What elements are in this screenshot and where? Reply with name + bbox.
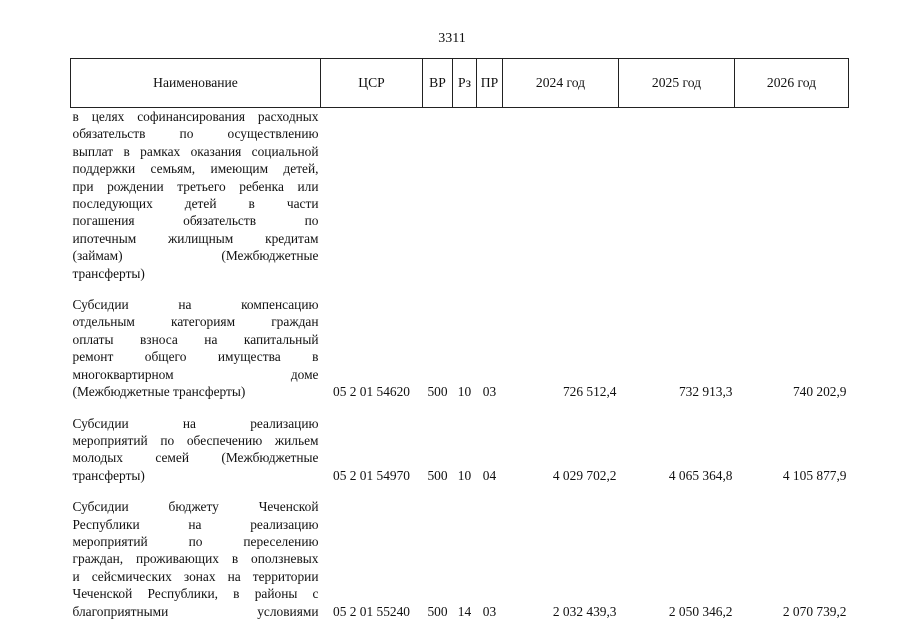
name-line: отдельным категориям граждан <box>72 314 319 330</box>
name-line: Субсидии бюджету Чеченской <box>72 499 319 515</box>
name-line: Субсидии на реализацию <box>72 415 319 431</box>
cell-csr <box>321 108 423 283</box>
cell-y2026 <box>735 108 849 283</box>
header-vr: ВР <box>423 59 453 108</box>
page-number: 3311 <box>438 31 466 46</box>
row-spacer <box>71 282 849 296</box>
row-spacer <box>71 484 849 498</box>
cell-vr: 500 <box>427 467 448 483</box>
name-line: погашения обязательств по <box>72 213 319 229</box>
name-line: ипотечным жилищным кредитам <box>72 230 319 246</box>
cell-csr: 05 2 01 55240 <box>333 603 410 619</box>
name-line: граждан, проживающих в оползневых <box>72 551 319 567</box>
name-line: мероприятий по обеспечению жильем <box>72 432 319 448</box>
cell-vr: 500 <box>427 384 448 400</box>
cell-csr: 05 2 01 54970 <box>333 467 410 483</box>
header-name: Наименование <box>71 59 321 108</box>
cell-rz <box>453 108 477 283</box>
cell-vr: 500 <box>427 603 448 619</box>
cell-y2025 <box>619 108 735 283</box>
name-line: оплаты взноса на капитальный <box>72 331 319 347</box>
name-line: обязательств по осуществлению <box>72 126 319 142</box>
name-line: (Межбюджетные трансферты) <box>72 384 246 400</box>
cell-y2024: 4 029 702,2 <box>552 467 617 483</box>
cell-pr: 04 <box>482 467 497 483</box>
name-line: в целях софинансирования расходных <box>72 109 319 124</box>
name-line: и сейсмических зонах на территории <box>72 568 319 584</box>
header-pr: ПР <box>477 59 503 108</box>
cell-rz: 10 <box>457 384 472 400</box>
header-2025: 2025 год <box>619 59 735 108</box>
name-line: (займам) (Межбюджетные <box>72 248 319 264</box>
cell-y2024: 2 032 439,3 <box>552 603 617 619</box>
cell-pr: 03 <box>482 384 497 400</box>
name-line: молодых семей (Межбюджетные <box>72 450 319 466</box>
name-line: трансферты) <box>72 265 145 281</box>
cell-rz: 14 <box>457 603 472 619</box>
name-line: многоквартирном доме <box>72 366 319 382</box>
table-row <box>71 498 849 620</box>
name-line: при рождении третьего ребенка или <box>72 178 319 194</box>
cell-csr: 05 2 01 54620 <box>333 384 410 400</box>
header-rz: Рз <box>453 59 477 108</box>
name-line: последующих детей в части <box>72 196 319 212</box>
table-row <box>71 415 849 485</box>
name-line: Республики на реализацию <box>72 516 319 532</box>
name-line: выплат в рамках оказания социальной <box>72 143 319 159</box>
name-line: мероприятий по переселению <box>72 533 319 549</box>
table-body <box>71 108 849 620</box>
table-row <box>71 108 849 283</box>
cell-pr <box>477 108 503 283</box>
cell-y2025: 4 065 364,8 <box>668 467 733 483</box>
budget-table <box>70 58 849 620</box>
cell-rz: 10 <box>457 467 472 483</box>
cell-y2025: 2 050 346,2 <box>668 603 733 619</box>
name-line: трансферты) <box>72 467 145 483</box>
name-line: Чеченской Республики, в районы с <box>72 586 319 602</box>
cell-y2026: 740 202,9 <box>792 384 847 400</box>
cell-y2026: 2 070 739,2 <box>782 603 847 619</box>
cell-y2026: 4 105 877,9 <box>782 467 847 483</box>
cell-pr: 03 <box>482 603 497 619</box>
table-row <box>71 296 849 400</box>
table-header-row <box>71 59 849 108</box>
name-line: ремонт общего имущества в <box>72 349 319 365</box>
cell-y2025: 732 913,3 <box>678 384 733 400</box>
row-name-cell <box>71 108 321 283</box>
header-2026: 2026 год <box>735 59 849 108</box>
cell-y2024 <box>503 108 619 283</box>
row-name-cell <box>71 415 321 485</box>
row-name-cell <box>71 498 321 620</box>
header-csr: ЦСР <box>321 59 423 108</box>
header-2024: 2024 год <box>503 59 619 108</box>
name-line: поддержки семьям, имеющим детей, <box>72 161 319 177</box>
row-name-cell <box>71 296 321 400</box>
cell-vr <box>423 108 453 283</box>
name-line: благоприятными условиями <box>72 603 319 619</box>
cell-y2024: 726 512,4 <box>562 384 617 400</box>
row-spacer <box>71 401 849 415</box>
name-line: Субсидии на компенсацию <box>72 297 319 313</box>
